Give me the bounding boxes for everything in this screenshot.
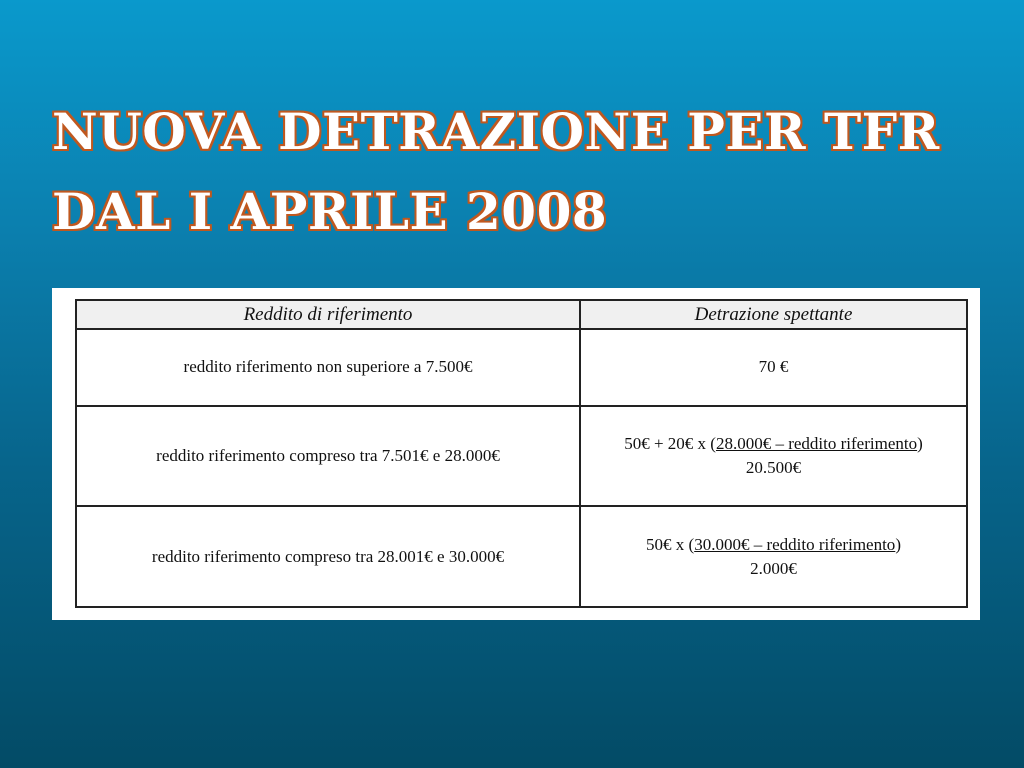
cell-detrazione: [580, 406, 967, 507]
cell-detrazione: [580, 329, 967, 406]
table-card: [52, 288, 980, 620]
slide-title-line-1: NUOVA DETRAZIONE PER TFR: [52, 102, 940, 161]
table-row: [76, 329, 967, 406]
formula-prefix: 50€ x (: [646, 534, 695, 554]
cell-reddito: reddito riferimento non superiore a 7.500€: [76, 329, 580, 406]
cell-detrazione: [580, 506, 967, 607]
slide-title: [52, 92, 992, 252]
formula-line: [589, 355, 958, 379]
formula-denominator: 2.000€: [750, 558, 797, 578]
formula-numerator: [589, 533, 958, 557]
formula-numerator: [589, 432, 958, 456]
cell-reddito: reddito riferimento compreso tra 7.501€ e 28.000€: [76, 406, 580, 507]
table-header-row: [76, 300, 967, 329]
formula-denominator: 20.500€: [745, 457, 802, 477]
formula-suffix: ): [895, 534, 901, 554]
formula-underlined: 30.000€ – reddito riferimento: [694, 534, 896, 554]
cell-reddito: reddito riferimento compreso tra 28.001€ e 30.000€: [76, 506, 580, 607]
deduction-table: [75, 299, 968, 608]
formula-prefix: 50€ + 20€ x (: [624, 433, 716, 453]
table-row: [76, 406, 967, 507]
formula-underlined: 28.000€ – reddito riferimento: [715, 433, 918, 453]
header-detrazione: Detrazione spettante: [580, 300, 967, 329]
header-reddito: Reddito di riferimento: [76, 300, 580, 329]
formula-suffix: ): [917, 433, 923, 453]
table-row: [76, 506, 967, 607]
slide-title-line-2: DAL I APRILE 2008: [52, 182, 608, 241]
formula-prefix: 70 €: [758, 357, 789, 377]
